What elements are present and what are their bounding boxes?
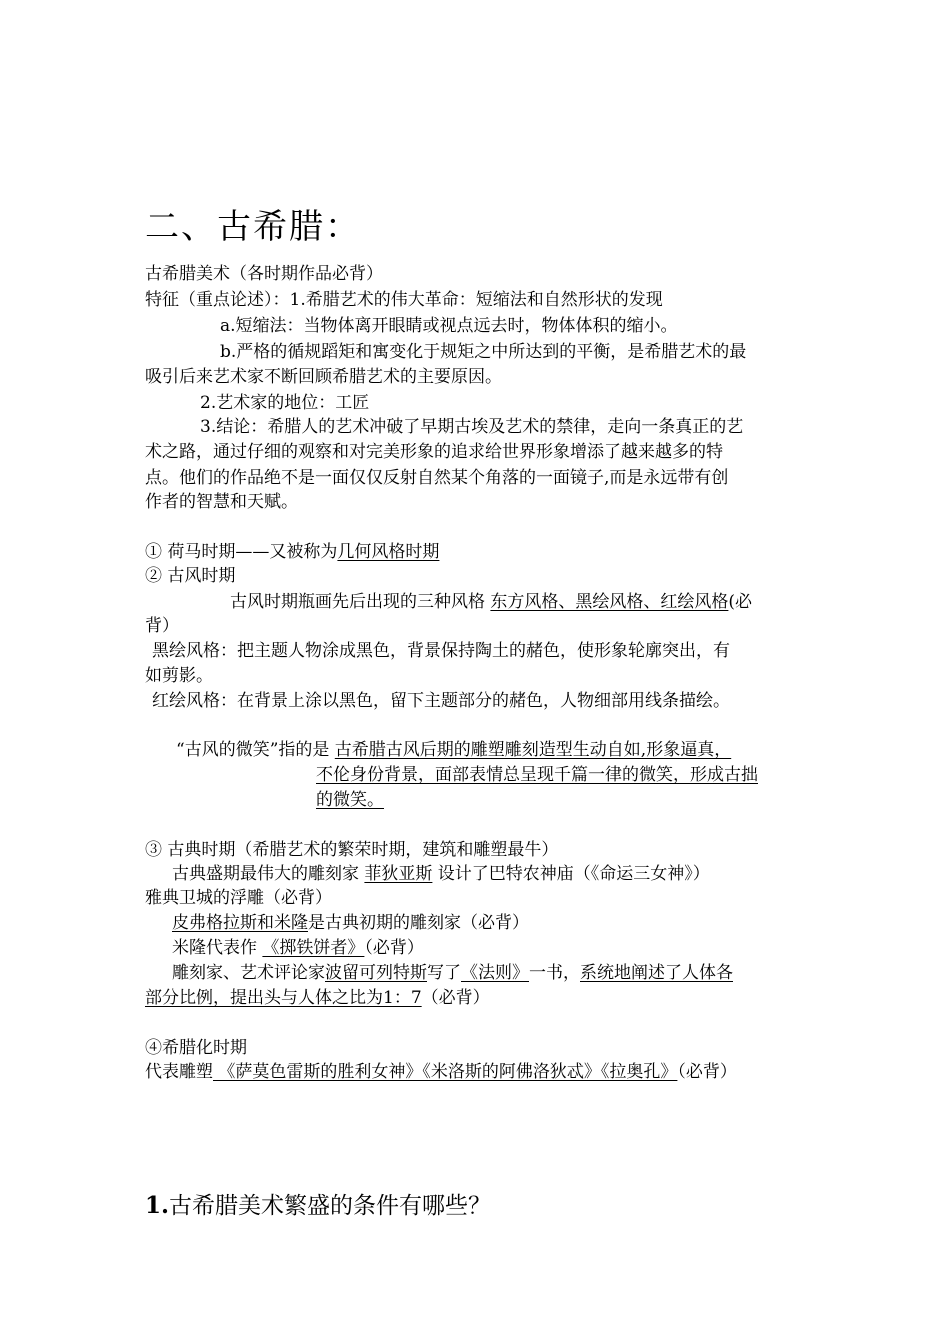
archaic-smile-def-2: 不伦身份背景，面部表情总呈现千篇一律的微笑，形成古拙 [316, 765, 758, 785]
myron-suffix: （必背） [364, 938, 424, 958]
phidias-prefix: 古典盛期最伟大的雕刻家 [172, 864, 365, 884]
myron-prefix: 米隆代表作 [172, 938, 263, 958]
polykleitos-wrote: 写了 [427, 963, 461, 983]
vase-styles-line [230, 590, 752, 614]
vase-styles-cont: 背） [145, 616, 179, 636]
hellenistic-rep-suffix: （必背） [677, 1062, 737, 1082]
conclusion-line-2: 术之路，通过仔细的观察和对完美形象的追求给世界形象增添了越来越多的特 [145, 442, 723, 462]
conclusion-line-3: 点。他们的作品绝不是一面仅仅反射自然某个角落的一面镜子,而是永远带有创 [145, 468, 729, 488]
polykleitos-line-1 [172, 961, 733, 985]
hellenistic-period-title: ④希腊化时期 [145, 1038, 247, 1058]
page-title: 二、古希腊： [145, 207, 361, 247]
classical-period-title: ③ 古典时期（希腊艺术的繁荣时期，建筑和雕塑最牛） [145, 840, 559, 860]
myron-line [172, 936, 424, 960]
phidias-suffix: 设计了巴特农神庙（《命运三女神》） [432, 864, 710, 884]
features-line: 特征（重点论述）：1.希腊艺术的伟大革命：短缩法和自然形状的发现 [145, 290, 663, 310]
polykleitos-prefix: 雕刻家、艺术评论家 [172, 963, 325, 983]
polykleitos-book-suffix: 一书， [529, 963, 580, 983]
polykleitos-line-2 [145, 986, 490, 1010]
homer-period-line [145, 540, 439, 564]
discobolus-title: 《掷铁饼者》 [262, 938, 365, 958]
phidias-cont: 雅典卫城的浮雕（必背） [145, 888, 332, 908]
archaic-smile-def-1: 古希腊古风后期的雕塑雕刻造型生动自如,形象逼真， [334, 740, 732, 760]
phidias-name: 菲狄亚斯 [364, 864, 433, 884]
phidias-line [172, 862, 710, 886]
balance-line-1: b.严格的循规蹈矩和寓变化于规矩之中所达到的平衡，是希腊艺术的最 [220, 342, 747, 362]
archaic-period-title: ② 古风时期 [145, 566, 236, 586]
archaic-smile-def-3: 的微笑。 [316, 790, 384, 810]
artist-status-line: 2.艺术家的地位：工匠 [200, 393, 370, 413]
vase-styles-prefix: 古风时期瓶画先后出现的三种风格 [230, 592, 491, 612]
red-figure-line: 红绘风格：在背景上涂以黑色，留下主题部分的赭色，人物细部用线条描绘。 [152, 691, 730, 711]
black-figure-line-1: 黑绘风格：把主题人物涂成黑色，背景保持陶土的赭色，使形象轮廓突出，有 [152, 641, 730, 661]
geometric-style-term: 几何风格时期 [337, 542, 440, 562]
proportion-suffix: （必背） [421, 988, 490, 1008]
proportion-desc-2: 部分比例，提出头与人体之比为1：7 [145, 988, 422, 1008]
early-sculptors-suffix: 是古典初期的雕刻家（必背） [308, 913, 529, 933]
black-figure-line-2: 如剪影。 [145, 666, 213, 686]
conclusion-line-4: 作者的智慧和天赋。 [145, 492, 298, 512]
balance-line-2: 吸引后来艺术家不断回顾希腊艺术的主要原因。 [145, 367, 502, 387]
conclusion-line-1: 3.结论：希腊人的艺术冲破了早期古埃及艺术的禁律，走向一条真正的艺 [200, 417, 744, 437]
hellenistic-works: 《萨莫色雷斯的胜利女神》《米洛斯的阿佛洛狄忒》《拉奥孔》 [213, 1062, 678, 1082]
archaic-smile-prefix: “古风的微笑”指的是 [176, 740, 335, 760]
question-heading [145, 1190, 491, 1222]
vase-styles-term: 东方风格、黑绘风格、红绘风格 [490, 592, 729, 612]
early-sculptors-names: 皮弗格拉斯和米隆 [172, 913, 308, 933]
early-sculptors-line [172, 911, 529, 935]
homer-prefix: ① 荷马时期——又被称为 [145, 542, 338, 562]
polykleitos-name: 波留可列特斯 [325, 963, 427, 983]
hellenistic-works-line [145, 1060, 737, 1084]
canon-book-title: 《法则》 [461, 963, 529, 983]
vase-styles-suffix: (必 [728, 592, 753, 612]
proportion-desc-1: 系统地阐述了人体各 [580, 963, 733, 983]
foreshortening-line: a.短缩法：当物体离开眼睛或视点远去时，物体体积的缩小。 [220, 316, 678, 336]
question-text: 古希腊美术繁盛的条件有哪些？ [169, 1193, 492, 1219]
intro-line: 古希腊美术（各时期作品必背） [145, 264, 383, 284]
hellenistic-rep-prefix: 代表雕塑 [145, 1062, 213, 1082]
archaic-smile-line-1 [176, 738, 731, 762]
question-number: 1. [145, 1192, 170, 1219]
